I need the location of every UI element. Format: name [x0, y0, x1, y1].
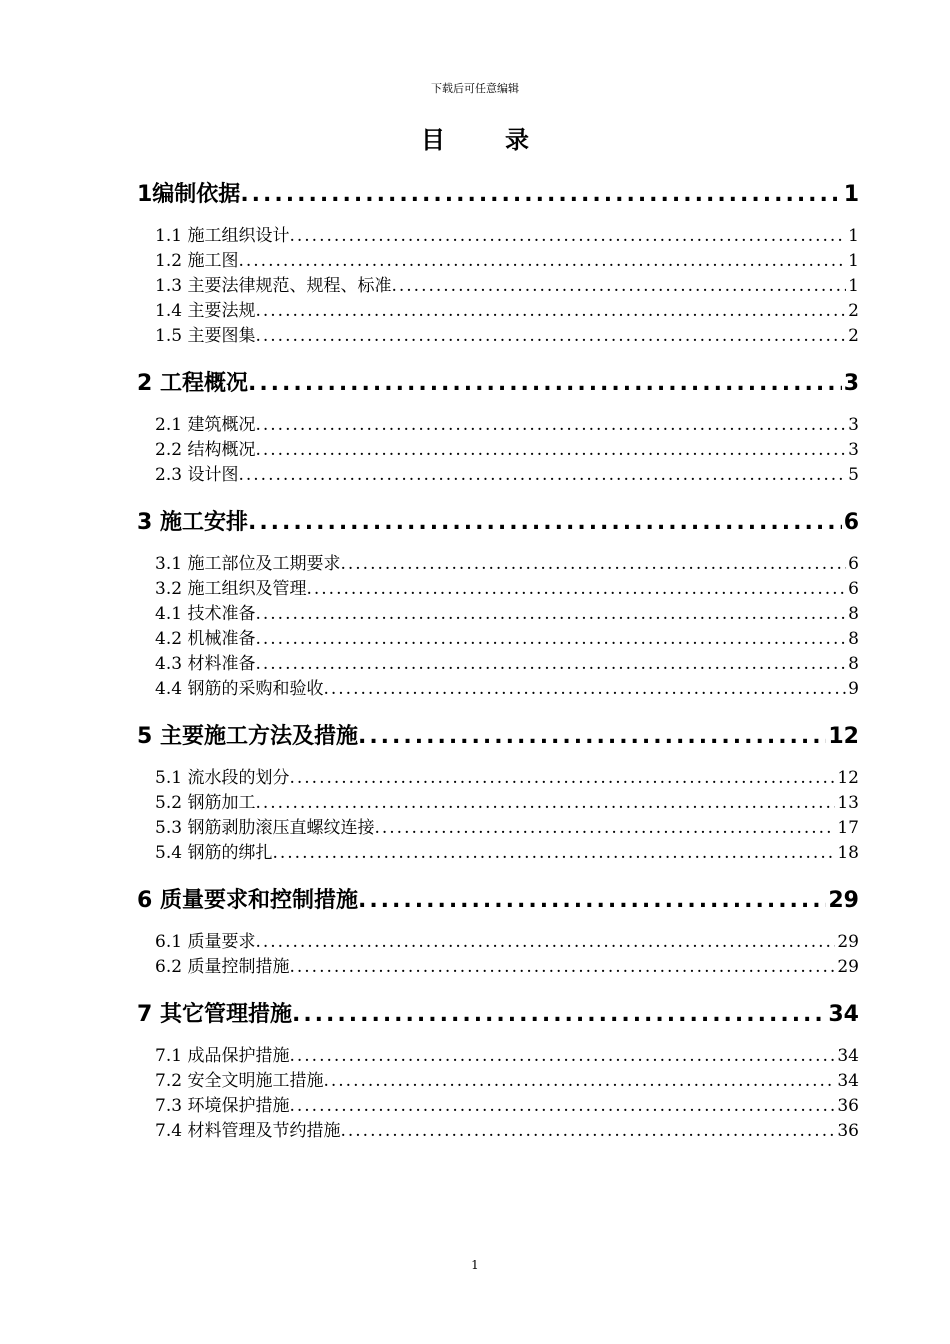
- toc-entry-label: 4.2 机械准备: [155, 629, 256, 649]
- toc-section-entry[interactable]: [137, 577, 859, 602]
- toc-entry-label: 1.1 施工组织设计: [155, 226, 290, 246]
- toc-entry-page: 2: [848, 326, 859, 346]
- toc-section-entry[interactable]: [137, 1044, 859, 1069]
- title-char-left: 目: [421, 126, 445, 154]
- toc-entry-label: 4.1 技术准备: [155, 604, 256, 624]
- toc-entry-label: 1.2 施工图: [155, 251, 239, 271]
- dot-leader: [289, 955, 835, 980]
- toc-entry-label: 5.2 钢筋加工: [155, 793, 256, 813]
- toc-section-entry[interactable]: [137, 299, 859, 324]
- toc-entry-label: 7.3 环境保护措施: [155, 1096, 290, 1116]
- toc-section-entry[interactable]: [137, 324, 859, 349]
- toc-chapter-entry[interactable]: [137, 884, 859, 918]
- dot-leader: [292, 998, 826, 1032]
- toc-section-entry[interactable]: [137, 602, 859, 627]
- dot-leader: [255, 324, 846, 349]
- toc-section-entry[interactable]: [137, 791, 859, 816]
- toc-entry-label: 1.4 主要法规: [155, 301, 256, 321]
- toc-entry-label: 7.1 成品保护措施: [155, 1046, 290, 1066]
- toc-entry-page: 8: [848, 629, 859, 649]
- dot-leader: [272, 841, 835, 866]
- toc-entry-label: 4.4 钢筋的采购和验收: [155, 679, 324, 699]
- toc-entry-label: 1.3 主要法律规范、规程、标准: [155, 276, 392, 296]
- toc-entry-label: 6 质量要求和控制措施: [137, 888, 358, 913]
- dot-leader: [255, 438, 846, 463]
- page-number: 1: [471, 1258, 479, 1272]
- dot-leader: [391, 274, 846, 299]
- dot-leader: [289, 1044, 835, 1069]
- toc-section-entry[interactable]: [137, 224, 859, 249]
- dot-leader: [323, 1069, 835, 1094]
- dot-leader: [255, 930, 835, 955]
- dot-leader: [255, 627, 846, 652]
- toc-entry-page: 6: [848, 554, 859, 574]
- toc-entry-page: 9: [848, 679, 859, 699]
- toc-section-entry[interactable]: [137, 677, 859, 702]
- toc-entry-page: 1: [848, 276, 859, 296]
- toc-entry-page: 29: [837, 932, 859, 952]
- dot-leader: [255, 791, 835, 816]
- toc-section-entry[interactable]: [137, 463, 859, 488]
- toc-entry-page: 6: [843, 510, 859, 535]
- title-char-right: 录: [505, 126, 529, 154]
- toc-entry-page: 5: [848, 465, 859, 485]
- toc-entry-page: 6: [848, 579, 859, 599]
- toc-section-entry[interactable]: [137, 816, 859, 841]
- toc-entry-page: 17: [837, 818, 859, 838]
- dot-leader: [306, 577, 846, 602]
- dot-leader: [240, 178, 841, 212]
- toc-entry-page: 12: [837, 768, 859, 788]
- toc-entry-label: 2.1 建筑概况: [155, 415, 256, 435]
- toc-entry-page: 18: [837, 843, 859, 863]
- dot-leader: [289, 224, 846, 249]
- header-note: 下载后可任意编辑: [431, 82, 519, 95]
- toc-section-entry[interactable]: [137, 930, 859, 955]
- toc-entry-label: 7 其它管理措施: [137, 1002, 292, 1027]
- toc-section-entry[interactable]: [137, 413, 859, 438]
- toc-section-entry[interactable]: [137, 1069, 859, 1094]
- toc-entry-page: 34: [828, 1002, 859, 1027]
- toc-section-entry[interactable]: [137, 1094, 859, 1119]
- toc-entry-label: 6.1 质量要求: [155, 932, 256, 952]
- toc-section-entry[interactable]: [137, 249, 859, 274]
- toc-section-entry[interactable]: [137, 627, 859, 652]
- toc-entry-label: 5.1 流水段的划分: [155, 768, 290, 788]
- dot-leader: [255, 413, 846, 438]
- toc-entry-page: 1: [848, 251, 859, 271]
- dot-leader: [255, 652, 846, 677]
- toc-entry-label: 1编制依据: [137, 182, 241, 207]
- dot-leader: [374, 816, 835, 841]
- dot-leader: [255, 602, 846, 627]
- toc-entry-page: 12: [828, 724, 859, 749]
- dot-leader: [248, 367, 842, 401]
- toc-entry-page: 3: [848, 440, 859, 460]
- toc-entry-page: 34: [837, 1046, 859, 1066]
- toc-entry-label: 4.3 材料准备: [155, 654, 256, 674]
- dot-leader: [358, 884, 826, 918]
- toc-entry-page: 34: [837, 1071, 859, 1091]
- dot-leader: [238, 463, 846, 488]
- toc-entry-label: 2.2 结构概况: [155, 440, 256, 460]
- toc-entry-page: 3: [843, 371, 859, 396]
- toc-entry-page: 29: [837, 957, 859, 977]
- toc-section-entry[interactable]: [137, 1119, 859, 1144]
- toc-entry-label: 3.2 施工组织及管理: [155, 579, 307, 599]
- toc-entry-page: 1: [843, 182, 859, 207]
- dot-leader: [248, 506, 842, 540]
- dot-leader: [289, 1094, 835, 1119]
- toc-entry-page: 36: [837, 1096, 859, 1116]
- page-title: [0, 120, 950, 155]
- toc-entry-label: 3.1 施工部位及工期要求: [155, 554, 341, 574]
- toc-entry-label: 5.3 钢筋剥肋滚压直螺纹连接: [155, 818, 375, 838]
- toc-entry-page: 36: [837, 1121, 859, 1141]
- dot-leader: [358, 720, 826, 754]
- dot-leader: [255, 299, 846, 324]
- toc-section-entry[interactable]: [137, 766, 859, 791]
- dot-leader: [340, 1119, 835, 1144]
- toc-entry-page: 13: [837, 793, 859, 813]
- toc-entry-label: 2.3 设计图: [155, 465, 239, 485]
- toc-chapter-entry[interactable]: [137, 720, 859, 754]
- toc-entry-page: 29: [828, 888, 859, 913]
- toc-entry-label: 5 主要施工方法及措施: [137, 724, 358, 749]
- toc-section-entry[interactable]: [137, 552, 859, 577]
- toc-entry-label: 2 工程概况: [137, 371, 248, 396]
- toc-entry-label: 6.2 质量控制措施: [155, 957, 290, 977]
- dot-leader: [289, 766, 835, 791]
- dot-leader: [238, 249, 846, 274]
- toc-entry-page: 1: [848, 226, 859, 246]
- toc-section-entry[interactable]: [137, 438, 859, 463]
- toc-section-entry[interactable]: [137, 841, 859, 866]
- toc-section-entry[interactable]: [137, 652, 859, 677]
- toc-entry-page: 3: [848, 415, 859, 435]
- toc-chapter-entry[interactable]: [137, 506, 859, 540]
- toc-section-entry[interactable]: [137, 955, 859, 980]
- toc-entry-label: 1.5 主要图集: [155, 326, 256, 346]
- toc-entry-page: 8: [848, 654, 859, 674]
- dot-leader: [340, 552, 846, 577]
- toc-entry-page: 2: [848, 301, 859, 321]
- toc-entry-label: 3 施工安排: [137, 510, 248, 535]
- toc-entry-label: 5.4 钢筋的绑扎: [155, 843, 273, 863]
- toc-section-entry[interactable]: [137, 274, 859, 299]
- toc-chapter-entry[interactable]: [137, 367, 859, 401]
- dot-leader: [323, 677, 846, 702]
- toc-entry-label: 7.2 安全文明施工措施: [155, 1071, 324, 1091]
- toc-chapter-entry[interactable]: [137, 178, 859, 212]
- toc-entry-label: 7.4 材料管理及节约措施: [155, 1121, 341, 1141]
- toc-chapter-entry[interactable]: [137, 998, 859, 1032]
- toc-entry-page: 8: [848, 604, 859, 624]
- table-of-contents: [137, 178, 859, 1144]
